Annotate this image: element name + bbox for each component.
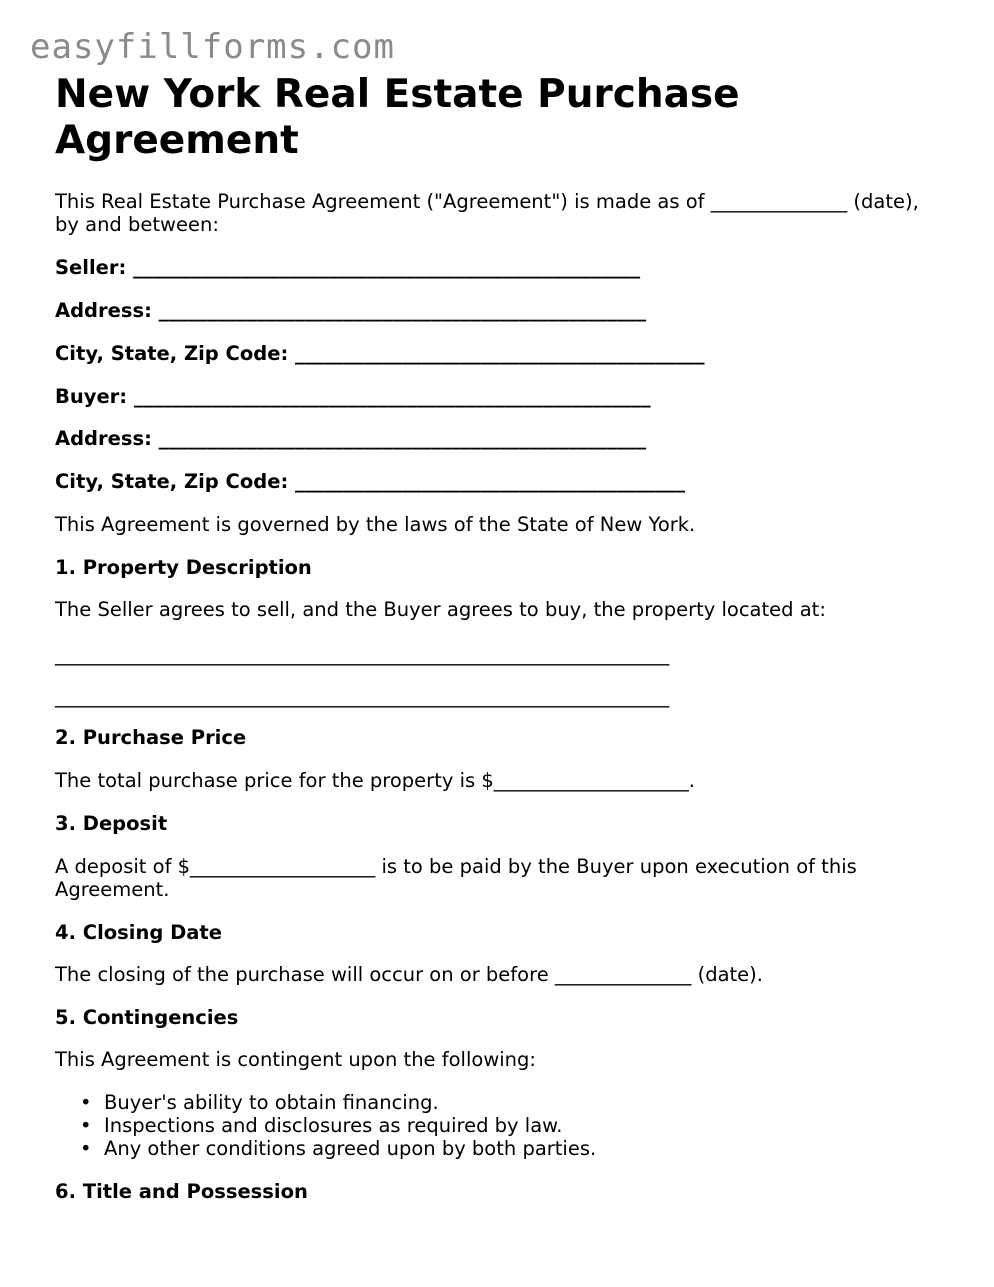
governing-law-text: This Agreement is governed by the laws of the State of New York. bbox=[55, 513, 696, 536]
intro-paragraph: This Real Estate Purchase Agreement ("Agreement") is made as of ______________ (date), by and between: bbox=[55, 190, 919, 236]
document-title: New York Real Estate Purchase Agreement bbox=[55, 72, 740, 163]
section-1-heading: 1. Property Description bbox=[55, 556, 312, 579]
section-5-heading: 5. Contingencies bbox=[55, 1006, 239, 1029]
buyer-address-field: Address: __________________________________________________ bbox=[55, 427, 647, 450]
list-item: • Any other conditions agreed upon by both parties. bbox=[55, 1137, 596, 1160]
seller-address-field: Address: __________________________________________________ bbox=[55, 299, 647, 322]
section-4-text: The closing of the purchase will occur on or before ______________ (date). bbox=[55, 963, 763, 986]
list-item: • Buyer's ability to obtain financing. bbox=[55, 1091, 596, 1114]
list-item: • Inspections and disclosures as required by law. bbox=[55, 1114, 596, 1137]
seller-city-field: City, State, Zip Code: __________________________________________ bbox=[55, 342, 705, 365]
section-4-heading: 4. Closing Date bbox=[55, 921, 222, 944]
buyer-field: Buyer: _____________________________________________________ bbox=[55, 385, 651, 408]
section-2-heading: 2. Purchase Price bbox=[55, 726, 247, 749]
seller-field: Seller: ____________________________________________________ bbox=[55, 256, 641, 279]
section-2-text: The total purchase price for the property is $____________________. bbox=[55, 769, 695, 792]
section-3-heading: 3. Deposit bbox=[55, 812, 168, 835]
section-5-text: This Agreement is contingent upon the following: bbox=[55, 1048, 536, 1071]
contingencies-list bbox=[55, 1091, 596, 1160]
property-address-line-1: _______________________________________________________________ bbox=[55, 643, 670, 666]
watermark: easyfillforms.com bbox=[30, 27, 395, 67]
section-3-text: A deposit of $___________________ is to be paid by the Buyer upon execution of this Agreement. bbox=[55, 855, 857, 901]
property-address-line-2: _______________________________________________________________ bbox=[55, 685, 670, 708]
buyer-city-field: City, State, Zip Code: ________________________________________ bbox=[55, 470, 686, 493]
section-6-heading: 6. Title and Possession bbox=[55, 1180, 308, 1203]
section-1-text: The Seller agrees to sell, and the Buyer agrees to buy, the property located at: bbox=[55, 598, 826, 621]
